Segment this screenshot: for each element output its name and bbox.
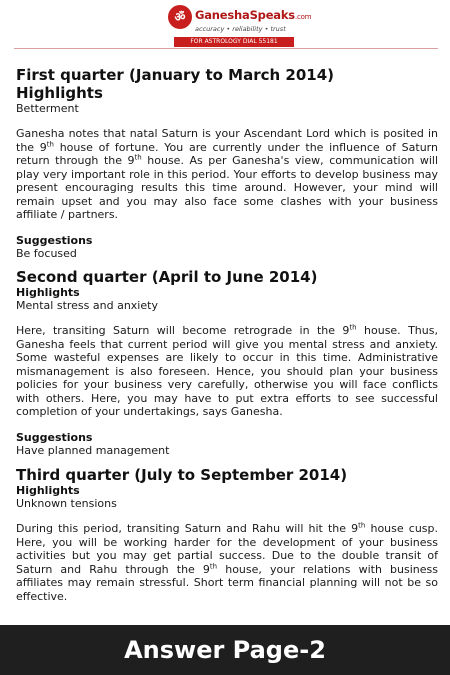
- highlight-value: Unknown tensions: [16, 497, 117, 510]
- suggestions-label: Suggestions: [16, 233, 93, 247]
- quarter-paragraph: During this period, transiting Saturn and Rahu will hit the 9th house cusp. Here, you will be working harder for the development of your business activities but you may get partial success. Due to the double transit of Saturn and Rahu through the 9th house, your relations with business affiliates may remain stressful. Short term financial planning will not be so effective.: [16, 521, 438, 603]
- header-divider: [14, 48, 438, 49]
- quarter-title: First quarter (January to March 2014): [16, 66, 334, 84]
- highlights-label: Highlights: [16, 286, 80, 299]
- answer-page-footer: Answer Page-2: [0, 625, 450, 675]
- suggestion-value: Be focused: [16, 246, 77, 260]
- quarter-title: Third quarter (July to September 2014): [16, 466, 348, 484]
- header: [0, 0, 450, 50]
- quarter-paragraph: Ganesha notes that natal Saturn is your Ascendant Lord which is posited in the 9th house of fortune. You are currently under the influence of Saturn return through the 9th house. As per Ganesha's view, communication will play very important role in this period. Your efforts to develop business may present encouraging results this time around. However, your mind will remain upset and you may also face some clashes with your business affiliate / partners.: [16, 127, 438, 221]
- quarter-title: Second quarter (April to June 2014): [16, 268, 318, 286]
- quarter-paragraph: Here, transiting Saturn will become retrograde in the 9th house. Thus, Ganesha feels that current period will give you mental stress and anxiety. Some wasteful expenses are likely to occur in this time. Administrative mismanagement is also foreseen. Hence, you should plan your business policies for your business very carefully, otherwise you will face conflicts with others. Here, you may have to put extra efforts to see successful completion of your undertakings, says Ganesha.: [16, 323, 438, 418]
- brand-tagline: accuracy • reliability • trust: [195, 25, 286, 33]
- quarter-section: [16, 466, 438, 603]
- brand-name: GaneshaSpeaks: [195, 8, 295, 22]
- ganesha-logo-icon: ॐ: [168, 5, 192, 29]
- suggestion-value: Have planned management: [16, 443, 170, 457]
- highlight-value: Mental stress and anxiety: [16, 299, 158, 312]
- quarter-section: [16, 66, 438, 260]
- brand-phone-bar: FOR ASTROLOGY DIAL 55181: [174, 37, 294, 47]
- ganeshaspeaks-logo: [168, 3, 312, 49]
- quarter-subtitle: Highlights: [16, 84, 103, 102]
- suggestions-label: Suggestions: [16, 430, 93, 444]
- highlight-value: Betterment: [16, 102, 79, 115]
- quarter-section: [16, 268, 438, 457]
- highlights-label: Highlights: [16, 484, 80, 497]
- brand-domain-suffix: .com: [294, 13, 312, 21]
